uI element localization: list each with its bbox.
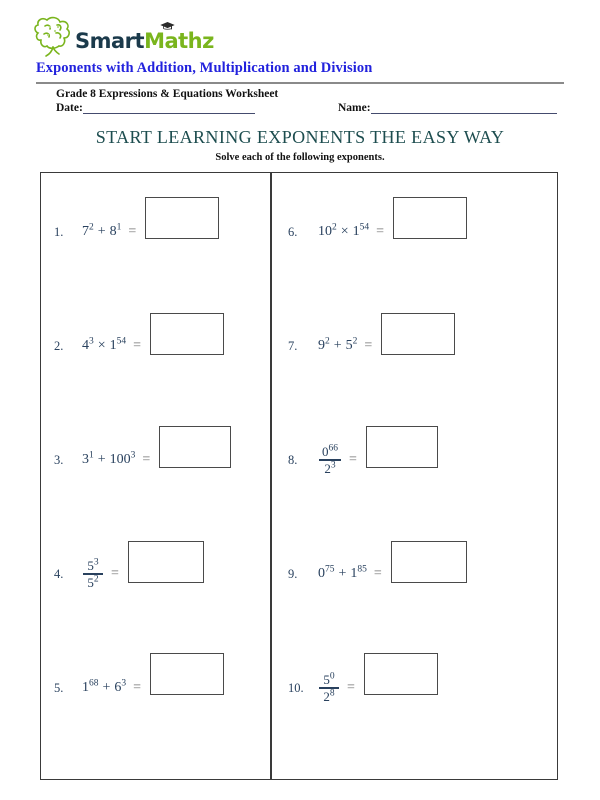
- problem-10: [272, 658, 558, 718]
- equals-sign: =: [133, 338, 142, 353]
- power-base: 0: [318, 566, 325, 581]
- power-base: 5: [87, 557, 94, 573]
- problem-8: [272, 430, 558, 490]
- problems-column-right: [272, 172, 558, 780]
- power-base: 8: [109, 224, 117, 239]
- problem-7: [272, 316, 558, 376]
- problem-expression: [82, 224, 145, 240]
- power-exponent: 3: [89, 336, 94, 347]
- power-exponent: 54: [116, 336, 127, 347]
- operator-symbol: +: [102, 680, 111, 695]
- answer-box[interactable]: [159, 426, 231, 468]
- power-term: [114, 680, 126, 696]
- fraction: [319, 445, 341, 476]
- brain-tree-icon: [33, 14, 73, 58]
- power-exponent: 3: [330, 460, 336, 471]
- problem-expression: [318, 673, 364, 704]
- problem-number: 6.: [288, 224, 298, 239]
- fraction-denominator: [320, 690, 337, 704]
- equals-sign: =: [364, 338, 373, 353]
- problem-expression: [82, 338, 150, 354]
- power-base: 1: [82, 680, 89, 695]
- power-term: [353, 224, 370, 240]
- power-term: [82, 224, 94, 240]
- problem-3: [40, 430, 270, 490]
- power-base: 4: [82, 338, 89, 353]
- power-term: [110, 338, 127, 354]
- power-base: 10: [318, 224, 332, 239]
- problem-number: 1.: [54, 224, 64, 239]
- power-base: 3: [82, 452, 89, 467]
- power-term: [346, 338, 358, 354]
- answer-box[interactable]: [381, 313, 455, 355]
- power-exponent: 75: [325, 564, 335, 575]
- power-base: 7: [82, 224, 89, 239]
- power-base: 1: [350, 566, 358, 581]
- answer-box[interactable]: [145, 197, 219, 239]
- power-term: [322, 444, 338, 459]
- name-input-line[interactable]: [371, 102, 557, 114]
- problem-9: [272, 544, 558, 604]
- fraction-numerator: [84, 559, 101, 573]
- power-base: 1: [109, 338, 117, 353]
- power-base: 2: [323, 688, 330, 704]
- power-exponent: 1: [116, 222, 122, 233]
- power-term: [350, 566, 367, 582]
- power-exponent: 66: [328, 443, 338, 454]
- header-divider-rule: [36, 82, 564, 84]
- graduation-cap-icon: [160, 22, 175, 31]
- operator-symbol: +: [97, 452, 106, 467]
- power-base: 0: [322, 443, 329, 459]
- fraction-denominator: [321, 462, 338, 476]
- answer-box[interactable]: [150, 313, 224, 355]
- worksheet-topic-title: Exponents with Addition, Multiplication and Division: [36, 60, 373, 76]
- power-exponent: 0: [329, 671, 335, 682]
- power-exponent: 3: [130, 450, 136, 461]
- problem-expression: [318, 566, 391, 582]
- power-term: [87, 575, 98, 590]
- power-base: 9: [318, 338, 325, 353]
- power-base: 100: [109, 452, 131, 467]
- answer-box[interactable]: [364, 653, 438, 695]
- power-base: 5: [323, 671, 330, 687]
- problem-4: [40, 544, 270, 604]
- fraction-denominator: [84, 576, 101, 590]
- problem-expression: [318, 338, 381, 354]
- power-base: 6: [114, 680, 122, 695]
- logo-text-mathz: [144, 29, 214, 53]
- problem-expression: [318, 224, 393, 240]
- equals-sign: =: [347, 679, 355, 695]
- power-term: [87, 558, 98, 573]
- operator-symbol: +: [338, 566, 347, 581]
- grade-subject-line: Grade 8 Expressions & Equations Worksheet: [56, 88, 279, 100]
- power-term: [110, 224, 122, 240]
- operator-symbol: +: [333, 338, 342, 353]
- power-base: 2: [324, 460, 331, 476]
- operator-symbol: +: [97, 224, 106, 239]
- power-exponent: 54: [359, 222, 370, 233]
- power-term: [318, 338, 330, 354]
- fraction: [83, 559, 103, 590]
- power-term: [323, 672, 334, 687]
- equals-sign: =: [376, 224, 385, 239]
- fraction: [319, 673, 339, 704]
- date-label: Date:: [56, 102, 83, 114]
- power-base: 1: [352, 224, 360, 239]
- power-exponent: 2: [93, 574, 99, 585]
- answer-box[interactable]: [150, 653, 224, 695]
- power-term: [82, 338, 94, 354]
- problem-expression: [82, 559, 128, 590]
- power-exponent: 2: [332, 222, 337, 233]
- equals-sign: =: [133, 680, 142, 695]
- power-term: [318, 566, 335, 582]
- answer-box[interactable]: [393, 197, 467, 239]
- power-exponent: 2: [352, 336, 358, 347]
- power-term: [82, 452, 94, 468]
- power-term: [323, 689, 334, 704]
- problem-2: [40, 316, 270, 376]
- problem-number: 8.: [288, 452, 298, 467]
- equals-sign: =: [128, 224, 137, 239]
- operator-symbol: ×: [97, 338, 106, 353]
- answer-box[interactable]: [366, 426, 438, 468]
- power-term: [318, 224, 337, 240]
- problem-number: 9.: [288, 566, 298, 581]
- problems-column-left: [40, 172, 270, 780]
- power-exponent: 8: [329, 688, 335, 699]
- power-base: 5: [345, 338, 353, 353]
- problem-expression: [82, 680, 150, 696]
- power-exponent: 3: [93, 557, 99, 568]
- name-label: Name:: [338, 102, 371, 114]
- equals-sign: =: [373, 566, 382, 581]
- fraction-numerator: [320, 673, 337, 687]
- power-exponent: 68: [89, 678, 99, 689]
- answer-box[interactable]: [391, 541, 467, 583]
- operator-symbol: ×: [340, 224, 349, 239]
- date-input-line[interactable]: [83, 102, 255, 114]
- power-base: 5: [87, 574, 94, 590]
- problem-6: [272, 202, 558, 262]
- logo: [33, 12, 214, 58]
- name-field[interactable]: [338, 102, 557, 114]
- problem-expression: [82, 452, 159, 468]
- page-title: START LEARNING EXPONENTS THE EASY WAY: [95, 127, 505, 147]
- power-exponent: 2: [325, 336, 330, 347]
- power-exponent: 3: [121, 678, 127, 689]
- problem-number: 2.: [54, 338, 64, 353]
- answer-box[interactable]: [128, 541, 204, 583]
- problem-5: [40, 658, 270, 718]
- power-exponent: 85: [357, 564, 367, 575]
- instruction-text: Solve each of the following exponents.: [215, 152, 385, 163]
- problem-number: 5.: [54, 680, 64, 695]
- power-term: [324, 461, 335, 476]
- problem-number: 3.: [54, 452, 64, 467]
- problem-number: 7.: [288, 338, 298, 353]
- equals-sign: =: [349, 451, 357, 467]
- logo-text-smart: Smart: [75, 29, 145, 53]
- logo-wordmark: [75, 31, 214, 52]
- logo-mathz-label: Mathz: [144, 29, 214, 53]
- problem-1: [40, 202, 270, 262]
- date-field[interactable]: [56, 102, 255, 114]
- power-term: [82, 680, 99, 696]
- problem-number: 4.: [54, 566, 64, 581]
- equals-sign: =: [111, 565, 119, 581]
- power-term: [110, 452, 136, 468]
- power-exponent: 1: [89, 450, 94, 461]
- equals-sign: =: [142, 452, 151, 467]
- fraction-numerator: [319, 445, 341, 459]
- power-exponent: 2: [89, 222, 94, 233]
- problem-number: 10.: [288, 680, 304, 695]
- problem-expression: [318, 445, 366, 476]
